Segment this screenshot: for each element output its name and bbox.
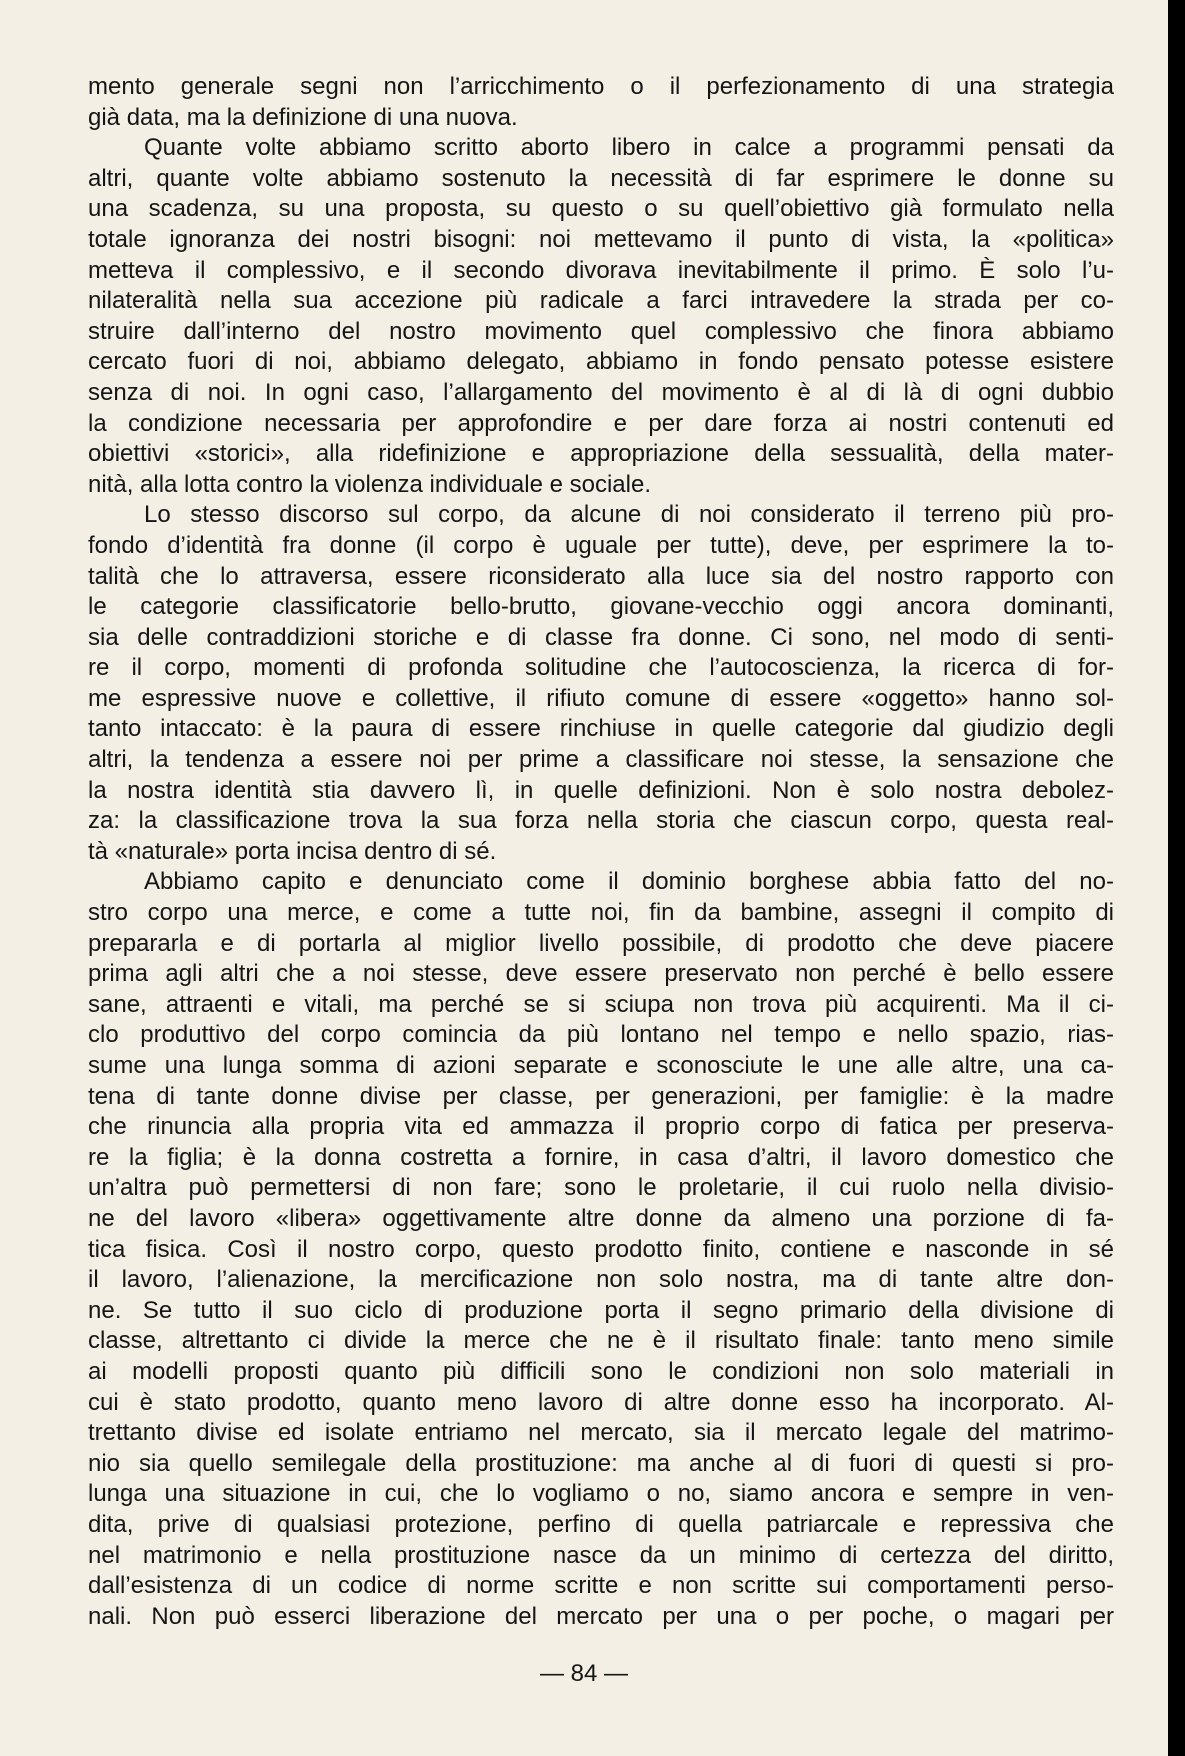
text-line: senza di noi. In ogni caso, l’allargamento del movimento è al di là di ogni dubbio [88, 378, 1114, 406]
text-line: nio sia quello semilegale della prostituzione: ma anche al di fuori di questi si pro- [88, 1449, 1114, 1477]
text-line: cui è stato prodotto, quanto meno lavoro di altre donne esso ha incorporato. Al- [88, 1388, 1114, 1416]
text-line: nel matrimonio e nella prostituzione nasce da un minimo di certezza del diritto, [88, 1541, 1114, 1569]
text-line: sia delle contraddizioni storiche e di classe fra donne. Ci sono, nel modo di senti- [88, 623, 1114, 651]
text-line: un’altra può permettersi di non fare; sono le proletarie, il cui ruolo nella divisio- [88, 1174, 1114, 1202]
text-line: me espressive nuove e collettive, il rifiuto comune di essere «oggetto» hanno sol- [88, 684, 1114, 712]
text-line: una scadenza, su una proposta, su questo o su quell’obiettivo già formulato nella [88, 195, 1114, 223]
text-line: talità che lo attraversa, essere riconsiderato alla luce sia del nostro rapporto con [88, 562, 1114, 590]
text-line: re il corpo, momenti di profonda solitudine che l’autocoscienza, la ricerca di for- [88, 654, 1114, 682]
text-line: Abbiamo capito e denunciato come il dominio borghese abbia fatto del no- [144, 868, 1114, 896]
text-line: altri, quante volte abbiamo sostenuto la necessità di far esprimere le donne su [88, 164, 1114, 192]
text-line: la nostra identità stia davvero lì, in quelle definizioni. Non è solo nostra debolez- [88, 776, 1114, 804]
text-line: classe, altrettanto ci divide la merce che ne è il risultato finale: tanto meno simile [88, 1327, 1114, 1355]
text-line: dall’esistenza di un codice di norme scritte e non scritte sui comportamenti perso- [88, 1572, 1114, 1600]
text-line: nilateralità nella sua accezione più radicale a farci intravedere la strada per co- [88, 287, 1114, 315]
text-line: lunga una situazione in cui, che lo vogliamo o no, siamo ancora e sempre in ven- [88, 1480, 1114, 1508]
text-line: ai modelli proposti quanto più difficili sono le condizioni non solo materiali in [88, 1357, 1114, 1385]
text-line: metteva il complessivo, e il secondo divorava inevitabilmente il primo. È solo l’u- [88, 256, 1114, 284]
text-line: re la figlia; è la donna costretta a fornire, in casa d’altri, il lavoro domestico che [88, 1143, 1114, 1171]
text-line: Lo stesso discorso sul corpo, da alcune di noi considerato il terreno più pro- [144, 501, 1114, 529]
text-line: cercato fuori di noi, abbiamo delegato, abbiamo in fondo pensato potesse esistere [88, 348, 1114, 376]
text-line: za: la classificazione trova la sua forza nella storia che ciascun corpo, questa real- [88, 807, 1114, 835]
text-line: nità, alla lotta contro la violenza individuale e sociale. [88, 470, 652, 498]
text-line: ne del lavoro «libera» oggettivamente altre donne da almeno una porzione di fa- [88, 1204, 1114, 1232]
page-number: — 84 — [539, 1660, 629, 1687]
text-line: Quante volte abbiamo scritto aborto libero in calce a programmi pensati da [144, 134, 1114, 162]
text-line: nali. Non può esserci liberazione del mercato per una o per poche, o magari per [88, 1602, 1114, 1630]
text-line: tena di tante donne divise per classe, per generazioni, per famiglie: è la madre [88, 1082, 1114, 1110]
text-line: le categorie classificatorie bello-brutto, giovane-vecchio oggi ancora dominanti, [88, 593, 1114, 621]
scan-edge [1168, 0, 1185, 1756]
text-line: che rinuncia alla propria vita ed ammazza il proprio corpo di fatica per preserva- [88, 1113, 1114, 1141]
text-line: il lavoro, l’alienazione, la mercificazione non solo nostra, ma di tante altre don- [88, 1266, 1114, 1294]
text-line: trettanto divise ed isolate entriamo nel mercato, sia il mercato legale del matrimo- [88, 1419, 1114, 1447]
text-line: altri, la tendenza a essere noi per prime a classificare noi stesse, la sensazione che [88, 746, 1114, 774]
text-line: dita, prive di qualsiasi protezione, perfino di quella patriarcale e repressiva che [88, 1510, 1114, 1538]
text-line: prepararla e di portarla al miglior livello possibile, di prodotto che deve piacere [88, 929, 1114, 957]
text-line: fondo d’identità fra donne (il corpo è uguale per tutte), deve, per esprimere la to- [88, 531, 1114, 559]
text-line: sane, attraenti e vitali, ma perché se si sciupa non trova più acquirenti. Ma il ci- [88, 990, 1114, 1018]
text-line: già data, ma la definizione di una nuova. [88, 103, 518, 131]
text-line: ne. Se tutto il suo ciclo di produzione porta il segno primario della divisione di [88, 1296, 1114, 1324]
text-line: la condizione necessaria per approfondire e per dare forza ai nostri contenuti ed [88, 409, 1114, 437]
text-line: tanto intaccato: è la paura di essere rinchiuse in quelle categorie dal giudizio degli [88, 715, 1114, 743]
body-text [88, 72, 1114, 1632]
text-line: clo produttivo del corpo comincia da più lontano nel tempo e nello spazio, rias- [88, 1021, 1114, 1049]
text-line: tà «naturale» porta incisa dentro di sé. [88, 837, 497, 865]
text-line: tica fisica. Così il nostro corpo, questo prodotto finito, contiene e nasconde in sé [88, 1235, 1114, 1263]
text-line: stro corpo una merce, e come a tutte noi, fin da bambine, assegni il compito di [88, 899, 1114, 927]
text-line: mento generale segni non l’arricchimento o il perfezionamento di una strategia [88, 73, 1114, 100]
text-line: sume una lunga somma di azioni separate e sconosciute le une alle altre, una ca- [88, 1052, 1114, 1079]
text-line: obiettivi «storici», alla ridefinizione e appropriazione della sessualità, della mater- [88, 440, 1114, 468]
text-line: struire dall’interno del nostro movimento quel complessivo che finora abbiamo [88, 317, 1114, 345]
text-line: totale ignoranza dei nostri bisogni: noi mettevamo il punto di vista, la «politica» [88, 225, 1114, 253]
text-line: prima agli altri che a noi stesse, deve essere preservato non perché è bello essere [88, 960, 1114, 988]
